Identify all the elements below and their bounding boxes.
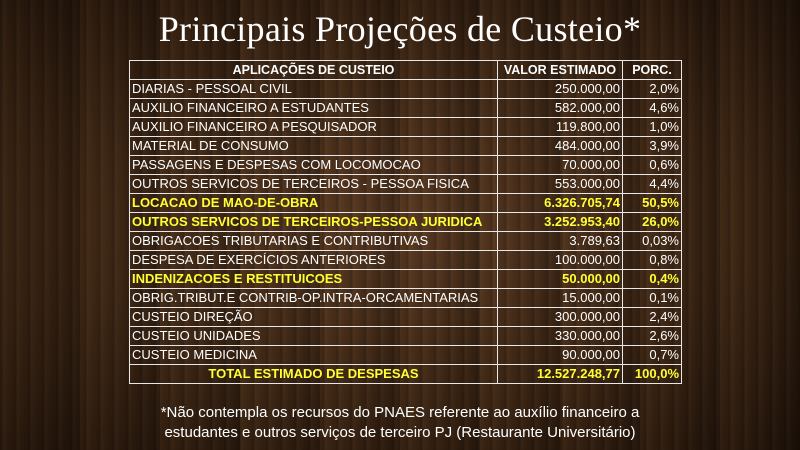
row-pct: 4,4% (623, 175, 682, 194)
page-title: Principais Projeções de Custeio* (158, 9, 642, 49)
total-label: TOTAL ESTIMADO DE DESPESAS (130, 365, 498, 384)
table-header-row (130, 61, 682, 80)
total-pct: 100,0% (623, 365, 682, 384)
row-label: MATERIAL DE CONSUMO (130, 137, 498, 156)
row-pct: 0,8% (623, 251, 682, 270)
table-row (130, 270, 682, 289)
row-value: 70.000,00 (498, 156, 623, 175)
row-label: CUSTEIO DIREÇÃO (130, 308, 498, 327)
row-value: 330.000,00 (498, 327, 623, 346)
row-pct: 0,4% (623, 270, 682, 289)
row-pct: 0,7% (623, 346, 682, 365)
header-aplicacoes: APLICAÇÕES DE CUSTEIO (130, 61, 498, 80)
table-row (130, 327, 682, 346)
row-pct: 26,0% (623, 213, 682, 232)
row-value: 15.000,00 (498, 289, 623, 308)
total-row (130, 365, 682, 384)
table-row (130, 99, 682, 118)
custeio-table (129, 60, 682, 384)
row-pct: 2,0% (623, 80, 682, 99)
row-label: PASSAGENS E DESPESAS COM LOCOMOCAO (130, 156, 498, 175)
row-value: 100.000,00 (498, 251, 623, 270)
row-pct: 50,5% (623, 194, 682, 213)
row-value: 90.000,00 (498, 346, 623, 365)
row-pct: 2,6% (623, 327, 682, 346)
table-row (130, 118, 682, 137)
row-value: 119.800,00 (498, 118, 623, 137)
table-row (130, 308, 682, 327)
row-label: DESPESA DE EXERCÍCIOS ANTERIORES (130, 251, 498, 270)
row-label: OUTROS SERVICOS DE TERCEIROS-PESSOA JURIDICA (130, 213, 498, 232)
table-row (130, 194, 682, 213)
row-label: OBRIGACOES TRIBUTARIAS E CONTRIBUTIVAS (130, 232, 498, 251)
row-label: OBRIG.TRIBUT.E CONTRIB-OP.INTRA-ORCAMENTARIAS (130, 289, 498, 308)
footnote-line-2: estudantes e outros serviços de terceiro PJ (Restaurante Universitário) (164, 424, 636, 441)
row-value: 250.000,00 (498, 80, 623, 99)
row-label: AUXILIO FINANCEIRO A ESTUDANTES (130, 99, 498, 118)
row-label: OUTROS SERVICOS DE TERCEIROS - PESSOA FISICA (130, 175, 498, 194)
row-pct: 0,6% (623, 156, 682, 175)
row-pct: 3,9% (623, 137, 682, 156)
table-row (130, 175, 682, 194)
header-porcentagem: PORC. (623, 61, 682, 80)
row-value: 6.326.705,74 (498, 194, 623, 213)
row-pct: 4,6% (623, 99, 682, 118)
row-pct: 2,4% (623, 308, 682, 327)
row-value: 582.000,00 (498, 99, 623, 118)
row-label: AUXILIO FINANCEIRO A PESQUISADOR (130, 118, 498, 137)
row-label: INDENIZACOES E RESTITUICOES (130, 270, 498, 289)
row-value: 3.252.953,40 (498, 213, 623, 232)
row-pct: 0,1% (623, 289, 682, 308)
table-row (130, 251, 682, 270)
table-row (130, 232, 682, 251)
total-value: 12.527.248,77 (498, 365, 623, 384)
row-label: CUSTEIO UNIDADES (130, 327, 498, 346)
row-value: 50.000,00 (498, 270, 623, 289)
table-row (130, 80, 682, 99)
row-label: LOCACAO DE MAO-DE-OBRA (130, 194, 498, 213)
row-value: 3.789,63 (498, 232, 623, 251)
table-row (130, 137, 682, 156)
table-row (130, 156, 682, 175)
row-value: 484.000,00 (498, 137, 623, 156)
row-value: 553.000,00 (498, 175, 623, 194)
row-label: DIARIAS - PESSOAL CIVIL (130, 80, 498, 99)
table-row (130, 289, 682, 308)
row-value: 300.000,00 (498, 308, 623, 327)
row-pct: 0,03% (623, 232, 682, 251)
row-pct: 1,0% (623, 118, 682, 137)
footnote (0, 403, 800, 443)
footnote-line-1: *Não contempla os recursos do PNAES referente ao auxílio financeiro a (160, 404, 640, 421)
table-row (130, 346, 682, 365)
row-label: CUSTEIO MEDICINA (130, 346, 498, 365)
table-row (130, 213, 682, 232)
header-valor-estimado: VALOR ESTIMADO (498, 61, 623, 80)
